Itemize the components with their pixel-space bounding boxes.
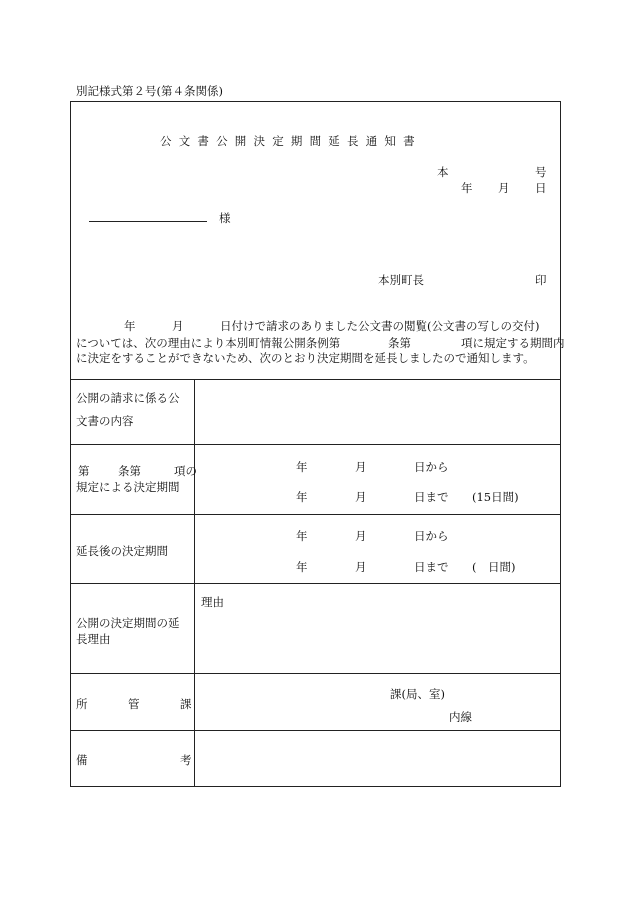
dept-division: 課(局、室) [390, 687, 445, 701]
orig-from-year: 年 [296, 460, 308, 474]
document-title: 公文書公開決定期間延長通知書 [160, 134, 422, 148]
row-divider [70, 730, 561, 731]
body-line2-c: 項に規定する期間内 [461, 336, 565, 350]
remarks-label-b: 考 [180, 753, 192, 767]
sender-title: 本別町長 [378, 273, 424, 287]
ext-to-year: 年 [296, 560, 308, 574]
dept-extension: 内線 [449, 710, 472, 724]
orig-to-year: 年 [296, 490, 308, 504]
issue-date-year: 年 [461, 181, 473, 195]
dept-label-a: 所 [76, 697, 88, 711]
orig-label-c: 項の [174, 464, 197, 478]
column-divider [194, 379, 195, 787]
ext-to-month: 月 [355, 560, 367, 574]
row-divider [70, 673, 561, 674]
seal-mark: 印 [535, 273, 547, 287]
reason-label-1: 公開の決定期間の延 [76, 616, 180, 630]
orig-label-a: 第 [78, 464, 90, 478]
row-divider [70, 514, 561, 515]
ext-duration: ( 日間) [472, 560, 516, 574]
addressee-honorific: 様 [219, 211, 231, 225]
ext-from-day: 日から [414, 529, 449, 543]
body-year: 年 [124, 319, 136, 333]
row-divider [70, 583, 561, 584]
orig-label-b: 条第 [118, 464, 141, 478]
body-line3: に決定をすることができないため、次のとおり決定期間を延長しましたので通知します。 [76, 351, 535, 365]
content-label-1: 公開の請求に係る公 [76, 391, 180, 405]
issue-date-month: 月 [498, 181, 510, 195]
dept-label-c: 課 [180, 697, 192, 711]
issue-date-day: 日 [535, 181, 547, 195]
body-month: 月 [172, 319, 184, 333]
reason-field-label: 理由 [201, 595, 224, 609]
content-label-2: 文書の内容 [76, 414, 134, 428]
ext-from-month: 月 [355, 529, 367, 543]
orig-to-month: 月 [355, 490, 367, 504]
orig-label-2: 規定による決定期間 [76, 480, 180, 494]
remarks-label-a: 備 [76, 753, 88, 767]
orig-duration: (15日間) [472, 490, 519, 504]
body-line1: 日付けで請求のありました公文書の閲覧(公文書の写しの交付) [220, 319, 540, 333]
reason-label-2: 長理由 [76, 632, 111, 646]
body-line2-b: 条第 [388, 336, 411, 350]
table-top-rule [70, 379, 561, 380]
ext-to-day: 日まで [414, 560, 449, 574]
addressee-name-line[interactable] [89, 221, 207, 222]
doc-number-prefix: 本 [437, 165, 449, 179]
form-label: 別記様式第２号(第４条関係) [76, 84, 223, 98]
doc-number-suffix: 号 [535, 165, 547, 179]
orig-from-day: 日から [414, 460, 449, 474]
orig-from-month: 月 [355, 460, 367, 474]
body-line2-a: については、次の理由により本別町情報公開条例第 [76, 336, 341, 350]
ext-from-year: 年 [296, 529, 308, 543]
row-divider [70, 444, 561, 445]
dept-label-b: 管 [128, 697, 140, 711]
ext-label: 延長後の決定期間 [76, 544, 168, 558]
orig-to-day: 日まで [414, 490, 449, 504]
